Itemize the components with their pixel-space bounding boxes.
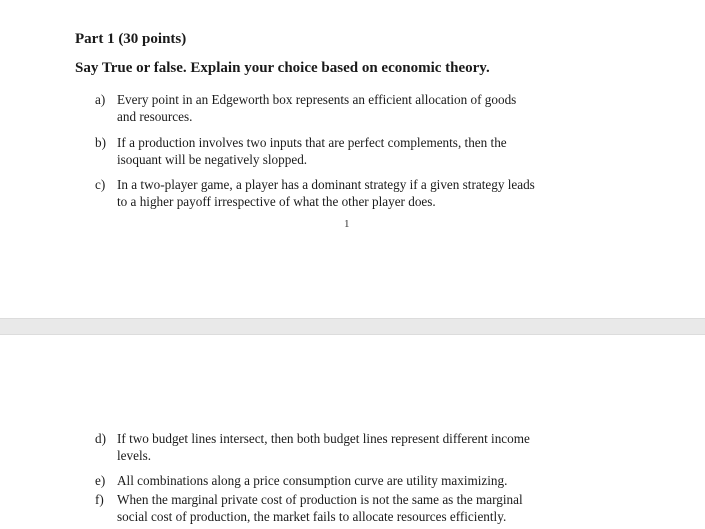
instruction-text: Say True or false. Explain your choice based on economic theory.	[75, 60, 490, 76]
question-line: If a production involves two inputs that are perfect complements, then the	[117, 135, 507, 150]
page-separator	[0, 318, 705, 335]
question-line: If two budget lines intersect, then both budget lines represent different income	[117, 431, 530, 446]
question-line: When the marginal private cost of production is not the same as the marginal	[117, 492, 523, 507]
question-marker: b)	[95, 135, 106, 150]
question-line: and resources.	[117, 109, 193, 124]
question-marker: c)	[95, 177, 106, 192]
question-text	[117, 430, 647, 464]
question-line: isoquant will be negatively slopped.	[117, 152, 308, 167]
question-line: to a higher payoff irrespective of what the other player does.	[117, 194, 436, 209]
question-line: Every point in an Edgeworth box represents an efficient allocation of goods	[117, 92, 517, 107]
question-line: All combinations along a price consumption curve are utility maximizing.	[117, 473, 508, 488]
part-title: Part 1 (30 points)	[75, 31, 187, 47]
question-marker: a)	[95, 92, 106, 107]
question-text	[117, 134, 647, 168]
question-text	[117, 472, 647, 489]
question-line: In a two-player game, a player has a dominant strategy if a given strategy leads	[117, 177, 535, 192]
question-text	[117, 491, 647, 525]
page-number: 1	[344, 218, 350, 230]
question-marker: f)	[95, 492, 104, 507]
question-text	[117, 91, 647, 125]
question-line: social cost of production, the market fails to allocate resources efficiently.	[117, 509, 507, 524]
question-marker: d)	[95, 431, 106, 446]
question-marker: e)	[95, 473, 106, 488]
page-2	[0, 335, 705, 529]
question-line: levels.	[117, 448, 152, 463]
question-text	[117, 176, 647, 210]
